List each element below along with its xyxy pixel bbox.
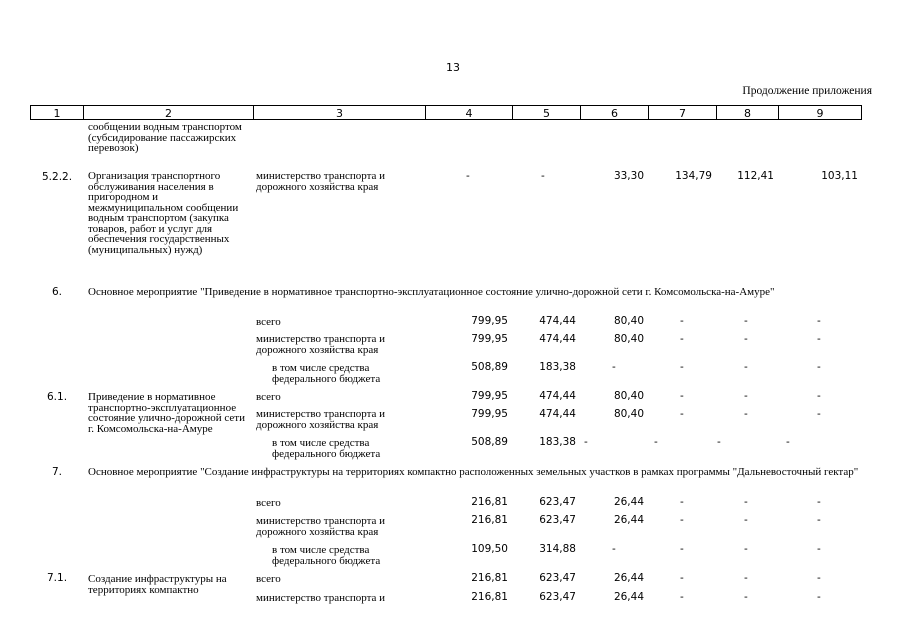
cell-col7: -	[680, 514, 684, 526]
row-number: 7.	[52, 466, 63, 478]
cell-col9: -	[817, 543, 821, 555]
cell-col5: 183,38	[539, 361, 576, 373]
cell-col8: -	[744, 514, 748, 526]
cell-col6: 80,40	[613, 390, 644, 402]
cell-col6: 26,44	[613, 496, 644, 508]
cell-col7: 134,79	[675, 170, 712, 182]
row-name: Создание инфраструктуры на территориях компактно	[88, 573, 227, 596]
cell-col7: -	[680, 496, 684, 508]
row-executor: министерство транспорта и дорожного хозяйства края	[256, 333, 386, 356]
cell-col6: -	[584, 436, 588, 448]
cell-col5: 623,47	[539, 514, 576, 526]
cell-col6: 80,40	[613, 315, 644, 327]
cell-col9: 103,11	[821, 170, 858, 182]
cell-col4: -	[466, 170, 470, 182]
section-title: Основное мероприятие "Создание инфраструктуры на территориях компактно расположенных земельных участков в рамках программы "Дальневосточный гектар"	[88, 466, 859, 478]
cell-col5: 623,47	[539, 591, 576, 603]
cell-col4: 109,50	[471, 543, 508, 555]
cell-col4: 799,95	[471, 408, 508, 420]
cell-col6: -	[612, 543, 616, 555]
cell-col7: -	[680, 315, 684, 327]
row-executor: министерство транспорта и дорожного хозяйства края	[256, 408, 386, 431]
cell-col6: 80,40	[613, 333, 644, 345]
cell-col7: -	[680, 572, 684, 584]
page-number: 13	[446, 61, 460, 74]
cell-col8: -	[744, 543, 748, 555]
cell-col7: -	[680, 390, 684, 402]
row-executor: всего	[256, 391, 281, 403]
cell-col8: -	[744, 361, 748, 373]
section-title: Основное мероприятие "Приведение в нормативное транспортно-эксплуатационное состояние улично-дорожной сети г. Комсомольска-на-Амуре"	[88, 286, 775, 298]
header-col-7: 7	[648, 105, 716, 120]
cell-col7: -	[680, 543, 684, 555]
row-executor: в том числе средства федерального бюджета	[272, 437, 381, 460]
cell-col8: -	[744, 591, 748, 603]
cell-col5: 623,47	[539, 496, 576, 508]
cell-col8: -	[744, 408, 748, 420]
row-number: 7.1.	[47, 572, 68, 584]
cell-col8: -	[717, 436, 721, 448]
row-number: 5.2.2.	[42, 171, 73, 183]
cell-col7: -	[654, 436, 658, 448]
cell-col7: -	[680, 361, 684, 373]
cell-col5: 183,38	[539, 436, 576, 448]
row-name: сообщении водным транспортом (субсидирование пассажирских перевозок)	[88, 121, 242, 154]
cell-col4: 799,95	[471, 315, 508, 327]
cell-col4: 508,89	[471, 361, 508, 373]
cell-col6: 26,44	[613, 591, 644, 603]
header-col-4: 4	[425, 105, 512, 120]
cell-col5: -	[541, 170, 545, 182]
row-executor: в том числе средства федерального бюджета	[272, 362, 381, 385]
header-col-8: 8	[716, 105, 778, 120]
cell-col9: -	[817, 496, 821, 508]
cell-col8: -	[744, 390, 748, 402]
cell-col6: 26,44	[613, 572, 644, 584]
header-col-2: 2	[83, 105, 253, 120]
cell-col9: -	[817, 591, 821, 603]
header-col-1: 1	[30, 105, 83, 120]
cell-col5: 474,44	[539, 390, 576, 402]
row-number: 6.	[52, 286, 63, 298]
continuation-note: Продолжение приложения	[742, 85, 872, 97]
cell-col9: -	[786, 436, 790, 448]
row-executor: в том числе средства федерального бюджета	[272, 544, 381, 567]
cell-col6: 26,44	[613, 514, 644, 526]
cell-col4: 216,81	[471, 496, 508, 508]
cell-col9: -	[817, 333, 821, 345]
cell-col4: 216,81	[471, 591, 508, 603]
cell-col5: 474,44	[539, 315, 576, 327]
cell-col4: 216,81	[471, 572, 508, 584]
header-col-6: 6	[580, 105, 648, 120]
header-col-3: 3	[253, 105, 425, 120]
cell-col5: 474,44	[539, 333, 576, 345]
cell-col5: 623,47	[539, 572, 576, 584]
cell-col9: -	[817, 315, 821, 327]
cell-col8: -	[744, 315, 748, 327]
row-number: 6.1.	[47, 391, 68, 403]
cell-col9: -	[817, 514, 821, 526]
cell-col8: -	[744, 496, 748, 508]
header-col-5: 5	[512, 105, 580, 120]
row-executor: министерство транспорта и дорожного хозяйства края	[256, 170, 386, 193]
cell-col7: -	[680, 591, 684, 603]
cell-col9: -	[817, 390, 821, 402]
row-executor: всего	[256, 316, 281, 328]
cell-col6: 33,30	[613, 170, 644, 182]
cell-col4: 799,95	[471, 390, 508, 402]
cell-col8: -	[744, 572, 748, 584]
cell-col9: -	[817, 572, 821, 584]
cell-col6: 80,40	[613, 408, 644, 420]
row-executor: всего	[256, 573, 281, 585]
cell-col9: -	[817, 361, 821, 373]
cell-col4: 799,95	[471, 333, 508, 345]
cell-col7: -	[680, 408, 684, 420]
cell-col5: 474,44	[539, 408, 576, 420]
header-col-9: 9	[778, 105, 862, 120]
cell-col6: -	[612, 361, 616, 373]
cell-col7: -	[680, 333, 684, 345]
row-executor: всего	[256, 497, 281, 509]
row-executor: министерство транспорта и дорожного хозяйства края	[256, 515, 386, 538]
row-name: Организация транспортного обслуживания населения в пригородном и межмуниципальном сообщении водным транспортом (закупка товаров, работ и услуг для обеспечения государственных (муниципальных) нужд)	[88, 170, 239, 256]
row-name: Приведение в нормативное транспортно-эксплуатационное состояние улично-дорожной сети г. Комсомольска-на-Амуре	[88, 391, 245, 435]
cell-col8: 112,41	[737, 170, 774, 182]
cell-col8: -	[744, 333, 748, 345]
cell-col9: -	[817, 408, 821, 420]
row-executor: министерство транспорта и	[256, 592, 386, 604]
cell-col4: 508,89	[471, 436, 508, 448]
cell-col4: 216,81	[471, 514, 508, 526]
cell-col5: 314,88	[539, 543, 576, 555]
